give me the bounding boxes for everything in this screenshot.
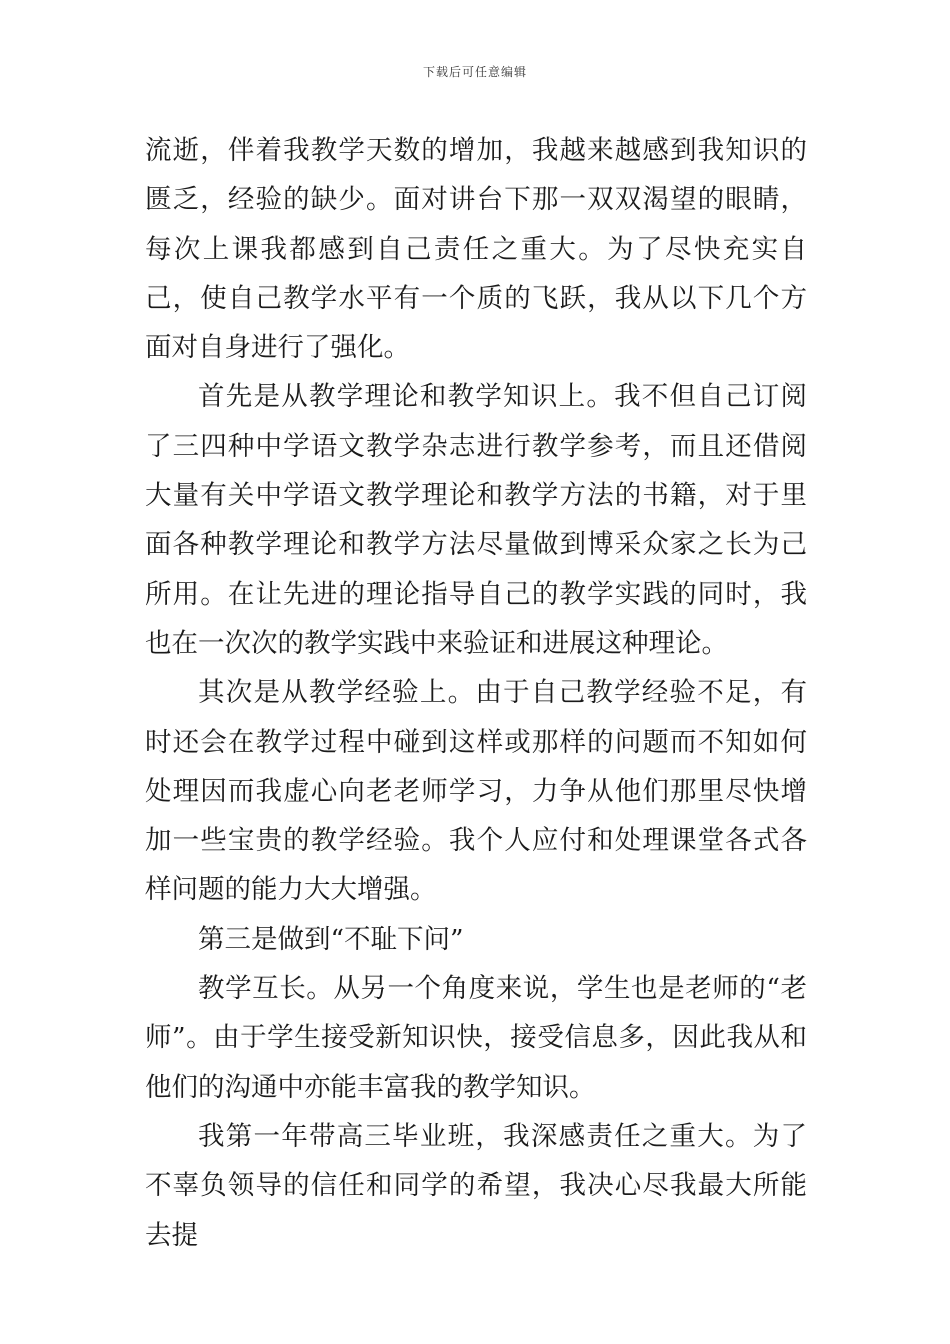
paragraph-4: 第三是做到“不耻下问”: [198, 923, 464, 955]
paragraph-3: 其次是从教学经验上。由于自己教学经验不足，有时还会在教学过程中碰到这样或那样的问题而不知如何处理因而我虚心向老老师学习，力争从他们那里尽快增加一些宝贵的教学经验。我个人应付和处理课堂各式各样问题的能力大大增强。: [145, 677, 807, 906]
document-body: [145, 126, 807, 1260]
paragraph-2: 首先是从教学理论和教学知识上。我不但自己订阅了三四种中学语文教学杂志进行教学参考，而且还借阅大量有关中学语文教学理论和教学方法的书籍，对于里面各种教学理论和教学方法尽量做到博采众家之长为己所用。在让先进的理论指导自己的教学实践的同时，我也在一次次的教学实践中来验证和进展这种理论。: [145, 381, 807, 659]
page-header: 下载后可任意编辑: [422, 65, 527, 79]
paragraph-6: 我第一年带高三毕业班，我深感责任之重大。为了不辜负领导的信任和同学的希望，我决心尽我最大所能去提: [145, 1120, 807, 1251]
paragraph-5: 教学互长。从另一个角度来说，学生也是老师的“老师”。由于学生接受新知识快，接受信息多，因此我从和他们的沟通中亦能丰富我的教学知识。: [145, 973, 807, 1103]
paragraph-1: 流逝，伴着我教学天数的增加，我越来越感到我知识的匮乏，经验的缺少。面对讲台下那一双双渴望的眼睛，每次上课我都感到自己责任之重大。为了尽快充实自己，使自己教学水平有一个质的飞跃，我从以下几个方面对自身进行了强化。: [145, 135, 807, 364]
